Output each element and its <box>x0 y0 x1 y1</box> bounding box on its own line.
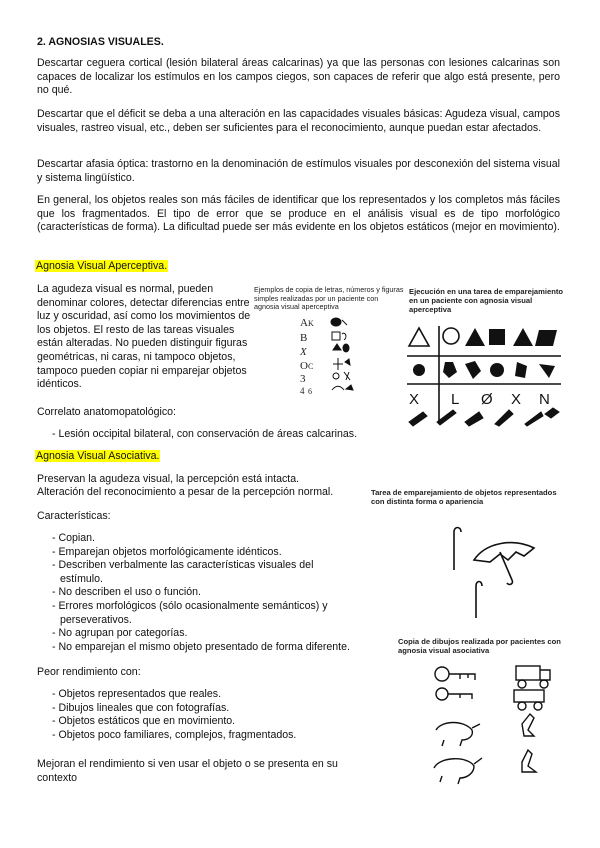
figure2-glyph: N <box>539 391 550 408</box>
figure3-caption: Tarea de emparejamiento de objetos representados con distinta forma o apariencia <box>371 488 557 506</box>
list-item: - Dibujos lineales que con fotografías. <box>52 701 230 714</box>
figure2-glyph: Ø <box>481 391 493 408</box>
figure1-glyph: A <box>300 317 308 329</box>
caracteristicas-label: Características: <box>37 510 111 522</box>
list-item: - Objetos representados que reales. <box>52 688 222 700</box>
figure2-matching-grid <box>405 318 563 428</box>
list-item: - Copian. <box>52 532 95 544</box>
figure1-glyph: K <box>308 319 314 328</box>
mejoran-paragraph: Mejoran el rendimiento si ven usar el objeto o se presenta en su contexto <box>37 758 338 784</box>
figure4-caption: Copia de dibujos realizada por pacientes con agnosia visual asociativa <box>398 637 561 655</box>
figure3-drawing <box>440 522 560 622</box>
list-item: - No emparejan el mismo objeto presentado de forma diferente. <box>52 640 350 653</box>
peor-rendimiento-list <box>52 688 296 742</box>
figure4-drawing-copies <box>430 660 570 790</box>
peor-rendimiento-label: Peor rendimiento con: <box>37 666 141 678</box>
figure1-glyph: O <box>300 360 308 372</box>
intro-paragraph-4: En general, los objetos reales son más fáciles de identificar que los representados y los completos más fáciles que los fragmentados. El tipo de error que se produce en el análisis visual es de tipo morfológico (características de forma). La dificultad puede ser más evidente en los objetos estáticos (mejor en movimiento). <box>37 194 560 234</box>
figure1-glyph: 3 <box>300 373 306 385</box>
figure2-glyph: X <box>409 391 420 408</box>
list-item: - Emparejan objetos morfológicamente idénticos. <box>52 545 282 558</box>
figure1-caption: Ejemplos de copia de letras, números y figuras simples realizadas por un paciente con agnosia visual aperceptiva <box>254 285 404 312</box>
correlato-list <box>52 428 357 442</box>
figure1-glyph: X <box>300 346 307 358</box>
list-item: - Objetos poco familiares, complejos, fragmentados. <box>52 728 297 741</box>
figure1-glyph: 4 <box>300 386 305 394</box>
list-item: - Lesión occipital bilateral, con conservación de áreas calcarinas. <box>52 428 358 440</box>
aperceptiva-body: La agudeza visual es normal, pueden denominar colores, detectar diferencias entre luz y oscuridad, así como los movimientos de los objetos. El resto de las tareas visuales están alteradas. No pueden distinguir figuras geométricas, ni caras, ni tampoco objetos, tampoco pueden copiar ni emparejar objetos idénticos. <box>37 283 251 391</box>
figure1-glyph: B <box>300 332 308 344</box>
intro-paragraph-1: Descartar ceguera cortical (lesión bilateral áreas calcarinas) ya que las personas con lesiones calcarinas son capaces de localizar los estímulos en los campos ciegos, son capaces de referir que algo está presente, pero no qué. <box>37 57 560 97</box>
section-title-aperceptiva: Agnosia Visual Aperceptiva. <box>36 260 168 272</box>
page-title: 2. AGNOSIAS VISUALES. <box>37 36 164 48</box>
section-title-asociativa: Agnosia Visual Asociativa. <box>36 450 160 462</box>
figure3-umbrella-drawings <box>440 522 560 622</box>
figure1-letter-copies <box>298 314 368 394</box>
intro-paragraph-3: Descartar afasia óptica: trastorno en la denominación de estímulos visuales por desconexión del sistema visual y sistema lingüístico. <box>37 158 560 184</box>
figure1-drawing <box>298 314 368 394</box>
list-item: - No agrupan por categorías. <box>52 627 188 640</box>
figure4-drawing <box>430 660 570 790</box>
caracteristicas-list <box>52 532 352 654</box>
list-item: - No describen el uso o función. <box>52 586 201 599</box>
list-item: - Objetos estáticos que en movimiento. <box>52 715 236 728</box>
figure1-glyph: C <box>308 362 314 371</box>
intro-paragraph-2: Descartar que el déficit se deba a una alteración en las capacidades visuales básicas: Agudeza visual, campos visuales, rastreo visual, etc., deben ser suficientes para el reconocimiento, aunque puedan estar afectados. <box>37 108 560 134</box>
figure2-glyph: X <box>511 391 522 408</box>
figure2-drawing <box>405 318 563 428</box>
asociativa-intro-line-1: Preservan la agudeza visual, la percepción está intacta. <box>37 473 300 485</box>
list-item: - Describen verbalmente las características visuales del estímulo. <box>52 559 314 585</box>
figure1-glyph: 6 <box>308 387 312 394</box>
list-item: - Errores morfológicos (sólo ocasionalmente semánticos) y perseverativos. <box>52 599 328 626</box>
figure2-caption: Ejecución en una tarea de emparejamiento en un paciente con agnosia visual aperceptiva <box>409 287 564 314</box>
asociativa-intro-line-2: Alteración del reconocimiento a pesar de la percepción normal. <box>37 486 334 498</box>
figure2-glyph: L <box>451 391 460 408</box>
correlato-label: Correlato anatomopatológico: <box>37 406 176 418</box>
